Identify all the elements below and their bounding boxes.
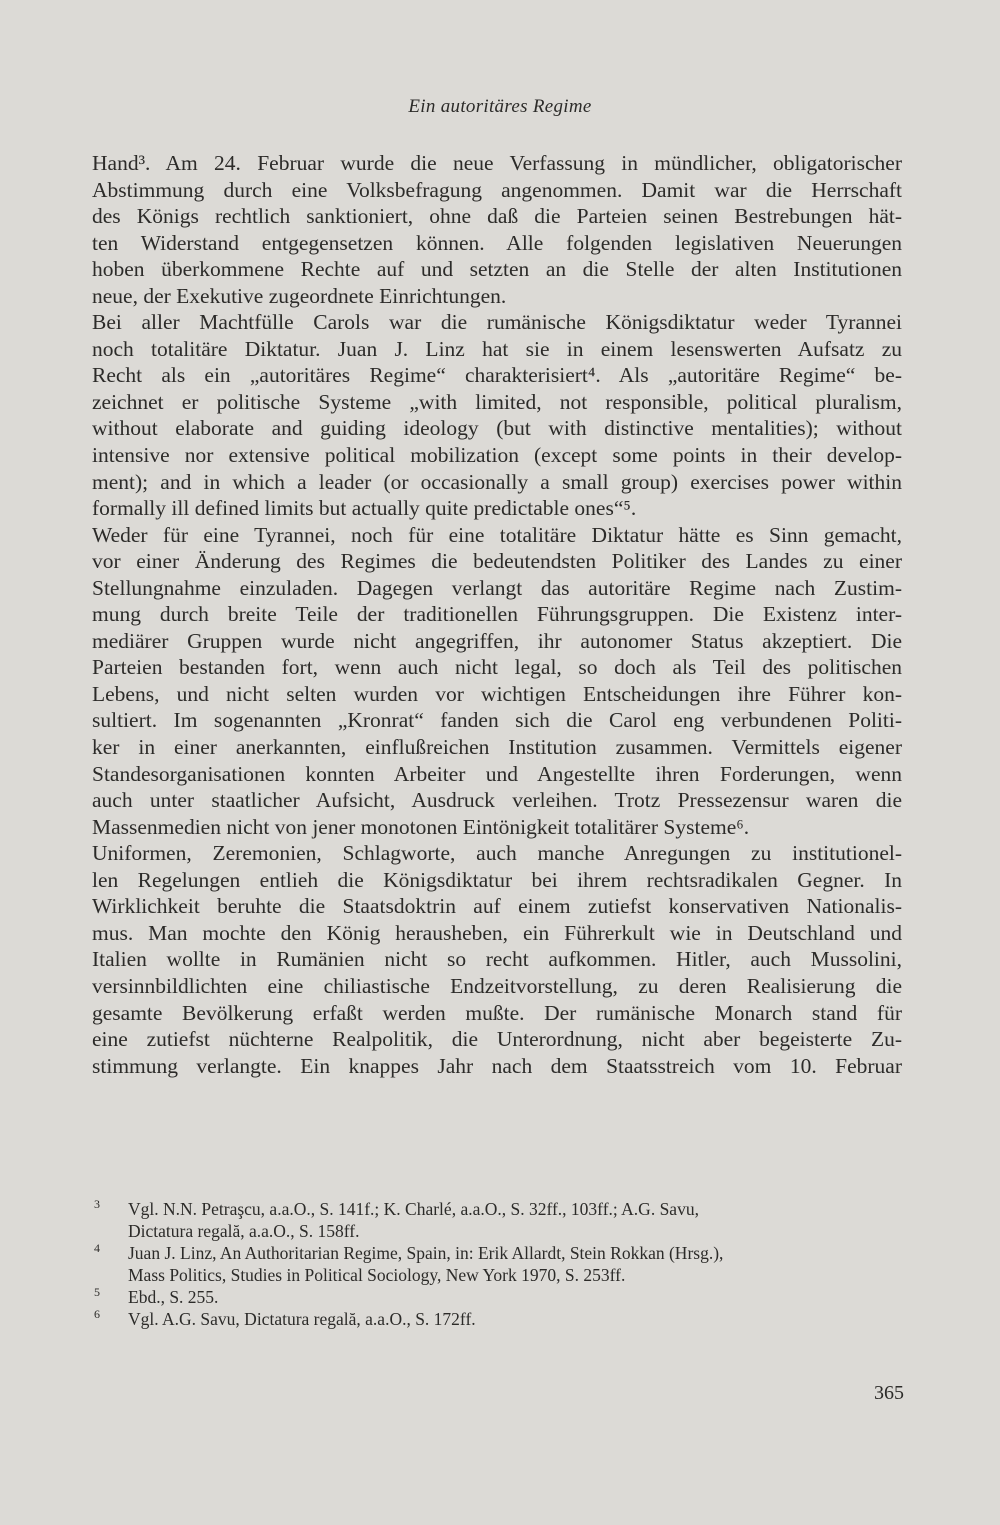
footnote-line: Vgl. N.N. Petraşcu, a.a.O., S. 141f.; K. Charlé, a.a.O., S. 32ff., 103ff.; A.G. Savu, <box>128 1199 699 1219</box>
body-line: gesamte Bevölkerung erfaßt werden mußte. Der rumänische Monarch stand für <box>92 1000 902 1025</box>
body-line: neue, der Exekutive zugeordnete Einrichtungen. <box>92 283 507 308</box>
body-line: des Königs rechtlich sanktioniert, ohne daß die Parteien seinen Bestrebungen hät- <box>92 204 902 229</box>
body-line: zeichnet er politische Systeme „with limited, not responsible, political pluralism, <box>92 389 902 414</box>
body-line: Stellungnahme einzuladen. Dagegen verlangt das autoritäre Regime nach Zustim- <box>92 575 902 600</box>
body-line: len Regelungen entlieh die Königsdiktatur bei ihrem rechtsradikalen Gegner. In <box>92 867 902 892</box>
body-line: Massenmedien nicht von jener monotonen Eintönigkeit totalitärer Systeme⁶. <box>92 814 750 839</box>
body-line: versinnbildlichten eine chiliastische Endzeitvorstellung, zu deren Realisierung die <box>92 973 902 998</box>
body-line: mus. Man mochte den König herausheben, ein Führerkult wie in Deutschland und <box>92 920 902 945</box>
footnote-line: Vgl. A.G. Savu, Dictatura regală, a.a.O., S. 172ff. <box>128 1309 476 1329</box>
body-line: Wirklichkeit beruhte die Staatsdoktrin auf einem zutiefst konservativen Nationalis- <box>92 894 902 919</box>
body-line: Italien wollte in Rumänien nicht so recht aufkommen. Hitler, auch Mussolini, <box>92 947 902 972</box>
body-line: Hand³. Am 24. Februar wurde die neue Verfassung in mündlicher, obligatorischer <box>92 151 902 175</box>
body-line: eine zutiefst nüchterne Realpolitik, die Unterordnung, nicht aber begeisterte Zu- <box>92 1027 902 1052</box>
body-line: mung durch breite Teile der traditionellen Führungsgruppen. Die Existenz inter- <box>92 602 902 627</box>
footnote-number: 3 <box>94 1197 100 1211</box>
footnote-number: 4 <box>94 1241 100 1255</box>
body-line: noch totalitäre Diktatur. Juan J. Linz hat sie in einem lesenswerten Aufsatz zu <box>92 336 902 361</box>
body-text <box>92 150 902 1079</box>
body-line: Standesorganisationen konnten Arbeiter und Angestellte ihren Forderungen, wenn <box>92 761 902 786</box>
footnote <box>92 1286 902 1308</box>
body-line: Lebens, und nicht selten wurden vor wichtigen Entscheidungen ihre Führer kon- <box>92 681 902 706</box>
body-line: Abstimmung durch eine Volksbefragung angenommen. Damit war die Herrschaft <box>92 177 902 202</box>
footnote-line: Ebd., S. 255. <box>128 1287 219 1307</box>
body-line: auch unter staatlicher Aufsicht, Ausdruck verleihen. Trotz Pressezensur waren die <box>92 788 902 813</box>
page-number: 365 <box>874 1382 904 1404</box>
footnotes <box>92 1198 902 1330</box>
footnote <box>92 1198 902 1242</box>
running-head: Ein autoritäres Regime <box>408 96 592 117</box>
body-line: ker in einer anerkannten, einflußreichen Institution zusammen. Vermittels eigener <box>92 735 902 760</box>
footnote <box>92 1308 902 1330</box>
body-line: stimmung verlangte. Ein knappes Jahr nach dem Staatsstreich vom 10. Februar <box>92 1053 902 1078</box>
body-line: ten Widerstand entgegensetzen können. Alle folgenden legislativen Neuerungen <box>92 230 902 255</box>
body-line: intensive nor extensive political mobilization (except some points in their develop- <box>92 443 902 468</box>
body-line: without elaborate and guiding ideology (but with distinctive mentalities); without <box>92 416 902 441</box>
body-line: Recht als ein „autoritäres Regime“ charakterisiert⁴. Als „autoritäre Regime“ be- <box>92 363 902 388</box>
body-line: sultiert. Im sogenannten „Kronrat“ fanden sich die Carol eng verbundenen Politi- <box>92 708 902 733</box>
footnote-line: Juan J. Linz, An Authoritarian Regime, Spain, in: Erik Allardt, Stein Rokkan (Hrsg.), <box>128 1243 724 1263</box>
footnote-line: Mass Politics, Studies in Political Sociology, New York 1970, S. 253ff. <box>128 1265 626 1285</box>
body-line: Weder für eine Tyrannei, noch für eine totalitäre Diktatur hätte es Sinn gemacht, <box>92 522 902 547</box>
footnote-line: Dictatura regală, a.a.O., S. 158ff. <box>128 1221 360 1241</box>
body-line: Uniformen, Zeremonien, Schlagworte, auch manche Anregungen zu institutionel- <box>92 841 902 866</box>
body-line: hoben überkommene Rechte auf und setzten an die Stelle der alten Institutionen <box>92 257 902 282</box>
body-line: Parteien bestanden fort, wenn auch nicht legal, so doch als Teil des politischen <box>92 655 902 680</box>
footnote <box>92 1242 902 1286</box>
body-line: mediärer Gruppen wurde nicht angegriffen, ihr autonomer Status akzeptiert. Die <box>92 628 902 653</box>
footnote-number: 5 <box>94 1285 100 1299</box>
footnote-number: 6 <box>94 1307 100 1321</box>
body-line: formally ill defined limits but actually quite predictable ones“⁵. <box>92 496 637 521</box>
body-line: ment); and in which a leader (or occasionally a small group) exercises power within <box>92 469 902 494</box>
body-line: vor einer Änderung des Regimes die bedeutendsten Politiker des Landes zu einer <box>92 549 902 574</box>
body-line: Bei aller Machtfülle Carols war die rumänische Königsdiktatur weder Tyrannei <box>92 310 902 335</box>
